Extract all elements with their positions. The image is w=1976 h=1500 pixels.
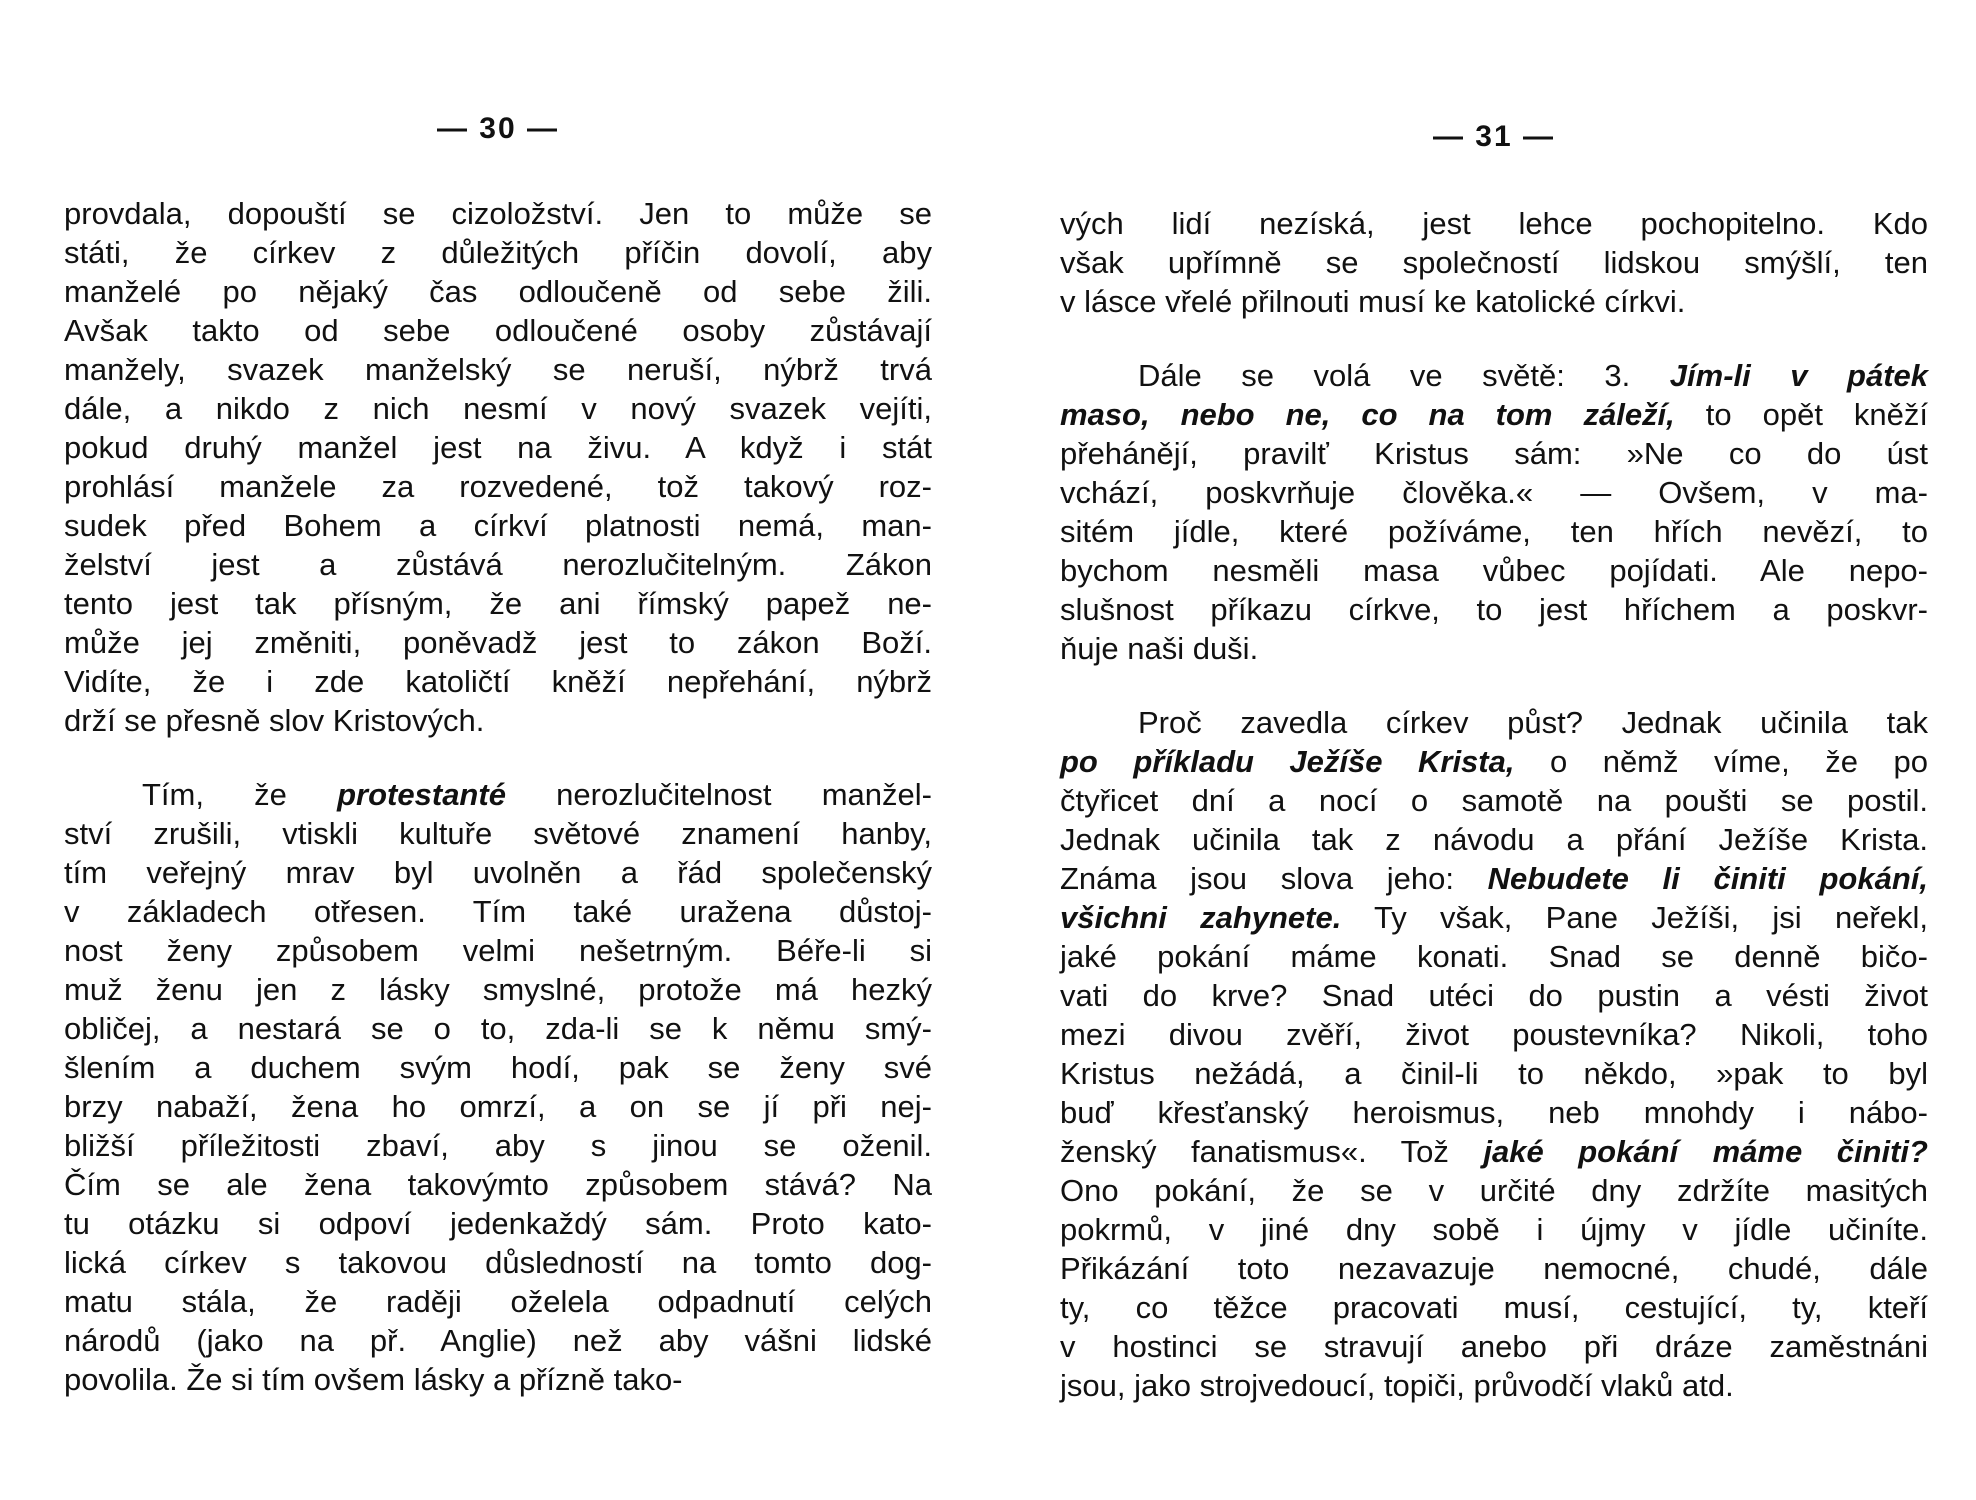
text-segment: želství jest a zůstává nerozlučitelným. Zákon — [64, 547, 932, 582]
text-line — [64, 233, 932, 272]
text-segment: v hostinci se stravují anebo při dráze zaměstnáni — [1060, 1329, 1928, 1364]
text-line — [64, 931, 932, 970]
text-line — [1060, 243, 1928, 282]
text-line — [1060, 859, 1928, 898]
text-segment: slušnost příkazu církve, to jest hříchem a poskvr- — [1060, 592, 1928, 627]
text-line — [64, 1321, 932, 1360]
text-line — [64, 1282, 932, 1321]
text-line — [1060, 434, 1928, 473]
text-segment: ství zrušili, vtiskli kultuře světové znamení hanby, — [64, 816, 932, 851]
text-line — [64, 350, 932, 389]
text-line — [64, 623, 932, 662]
text-segment: vých lidí nezíská, jest lehce pochopitelno. Kdo — [1060, 206, 1928, 241]
text-segment: může jej změniti, poněvadž jest to zákon Boží. — [64, 625, 932, 660]
emphasized-text: Jím-li v pátek — [1669, 358, 1929, 393]
text-line — [1060, 629, 1928, 668]
text-segment: ňuje naši duši. — [1060, 631, 1259, 666]
text-line — [1060, 1210, 1928, 1249]
text-segment: jsou, jako strojvedoucí, topiči, průvodčí vlaků atd. — [1060, 1368, 1734, 1403]
text-segment: manželé po nějaký čas odloučeně od sebe žili. — [64, 274, 932, 309]
text-segment: tím veřejný mrav byl uvolněn a řád společenský — [64, 855, 932, 890]
text-line — [64, 1165, 932, 1204]
text-line — [1060, 1288, 1928, 1327]
emphasized-text: jaké pokání máme činiti? — [1483, 1134, 1928, 1169]
text-segment: Vidíte, že i zde katoličtí kněží nepřehání, nýbrž — [64, 664, 932, 699]
text-line — [1060, 551, 1928, 590]
text-line — [1060, 512, 1928, 551]
emphasized-text: Nebudete li činiti pokání, — [1487, 861, 1928, 896]
text-segment: mezi divou zvěří, život poustevníka? Nikoli, toho — [1060, 1017, 1928, 1052]
text-segment: manžely, svazek manželský se neruší, nýbrž trvá — [64, 352, 932, 387]
text-line — [64, 970, 932, 1009]
text-segment: vati do krve? Snad utéci do pustin a vésti život — [1060, 978, 1928, 1013]
text-segment: přehánějí, pravilť Kristus sám: »Ne co do úst — [1060, 436, 1928, 471]
text-segment: národů (jako na př. Anglie) než aby vášni lidské — [64, 1323, 932, 1358]
text-line — [64, 1204, 932, 1243]
text-segment: Čím se ale žena takovýmto způsobem stává? Na — [64, 1167, 932, 1202]
text-segment: brzy nabaží, žena ho omrzí, a on se jí při nej- — [64, 1089, 932, 1124]
text-segment: tento jest tak přísným, že ani římský papež ne- — [64, 586, 932, 621]
text-line — [64, 1126, 932, 1165]
text-line — [1060, 590, 1928, 629]
text-segment: to opět kněží — [1674, 397, 1929, 432]
text-line — [64, 467, 932, 506]
text-line — [64, 194, 932, 233]
text-line — [64, 584, 932, 623]
text-line — [1060, 976, 1928, 1015]
text-segment: v lásce vřelé přilnouti musí ke katolické církvi. — [1060, 284, 1686, 319]
page-text — [1060, 204, 1928, 1405]
text-line — [64, 1243, 932, 1282]
paragraph — [1060, 703, 1928, 1405]
text-segment: čtyřicet dní a nocí o samotě na poušti se postil. — [1060, 783, 1928, 818]
text-segment: šlením a duchem svým hodí, pak se ženy své — [64, 1050, 932, 1085]
text-line — [1060, 742, 1928, 781]
text-segment: jaké pokání máme konati. Snad se denně bičo- — [1060, 939, 1928, 974]
text-line — [1060, 1171, 1928, 1210]
text-segment: muž ženu jen z lásky smyslné, protože má hezký — [64, 972, 932, 1007]
text-segment: tu otázku si odpoví jedenkaždý sám. Proto kato- — [64, 1206, 932, 1241]
text-segment: Přikázání toto nezavazuje nemocné, chudé, dále — [1060, 1251, 1928, 1286]
page-number: — 31 — — [1432, 120, 1556, 153]
text-segment: bližší příležitosti zbaví, aby s jinou se oženil. — [64, 1128, 932, 1163]
text-segment: sitém jídle, které požíváme, ten hřích nevězí, to — [1060, 514, 1928, 549]
text-segment: v základech otřesen. Tím také uražena důstoj- — [64, 894, 932, 929]
text-segment: o němž víme, že po — [1514, 744, 1928, 779]
text-segment: Ono pokání, že se v určité dny zdržíte masitých — [1060, 1173, 1928, 1208]
text-line — [64, 814, 932, 853]
text-segment: ženský fanatismus«. Tož — [1060, 1134, 1484, 1169]
text-segment: Proč zavedla církev půst? Jednak učinila tak — [1138, 705, 1928, 740]
text-segment: Ty však, Pane Ježíši, jsi neřekl, — [1341, 900, 1928, 935]
text-segment: státi, že církev z důležitých příčin dovolí, aby — [64, 235, 932, 270]
text-segment: sudek před Bohem a církví platnosti nemá, man- — [64, 508, 932, 543]
text-segment: drží se přesně slov Kristových. — [64, 703, 485, 738]
text-segment: Známa jsou slova jeho: — [1060, 861, 1488, 896]
text-segment: nost ženy způsobem velmi nešetrným. Béře-li si — [64, 933, 932, 968]
text-line — [64, 1009, 932, 1048]
text-segment: lická církev s takovou důsledností na tomto dog- — [64, 1245, 932, 1280]
text-line — [1060, 473, 1928, 512]
text-line — [64, 1048, 932, 1087]
page-number: — 30 — — [436, 112, 560, 145]
emphasized-text: protestanté — [337, 777, 506, 812]
text-line — [64, 892, 932, 931]
text-segment: pokrmů, v jiné dny sobě i újmy v jídle učiníte. — [1060, 1212, 1928, 1247]
text-segment: matu stála, že raději oželela odpadnutí celých — [64, 1284, 932, 1319]
paragraph — [64, 775, 932, 1399]
text-line — [1060, 781, 1928, 820]
text-segment: Tím, že — [142, 777, 338, 812]
text-line — [64, 1087, 932, 1126]
text-line — [1060, 282, 1928, 321]
text-line — [1060, 1015, 1928, 1054]
paragraph-gap — [64, 740, 932, 775]
text-segment: nerozlučitelnost manžel- — [505, 777, 932, 812]
text-line — [1060, 820, 1928, 859]
text-line — [1060, 1327, 1928, 1366]
text-line — [64, 775, 932, 814]
text-segment: ty, co těžce pracovati musí, cestující, ty, kteří — [1060, 1290, 1928, 1325]
text-line — [1060, 1132, 1928, 1171]
text-line — [64, 853, 932, 892]
text-segment: Kristus nežádá, a činil-li to někdo, »pak to byl — [1060, 1056, 1928, 1091]
text-line — [1060, 1093, 1928, 1132]
page-text — [64, 194, 932, 1399]
text-line — [64, 311, 932, 350]
text-line — [64, 545, 932, 584]
text-line — [64, 701, 932, 740]
text-line — [1060, 937, 1928, 976]
text-segment: Jednak učinila tak z návodu a přání Ježíše Krista. — [1060, 822, 1928, 857]
text-segment: obličej, a nestará se o to, zda-li se k němu smý- — [64, 1011, 932, 1046]
text-segment: však upřímně se společností lidskou smýšlí, ten — [1060, 245, 1928, 280]
text-segment: dále, a nikdo z nich nesmí v nový svazek vejíti, — [64, 391, 932, 426]
paragraph — [1060, 204, 1928, 321]
text-line — [1060, 356, 1928, 395]
text-line — [1060, 204, 1928, 243]
paragraph — [64, 194, 932, 740]
text-segment: pokud druhý manžel jest na živu. A když i stát — [64, 430, 932, 465]
text-line — [1060, 1366, 1928, 1405]
text-line — [64, 428, 932, 467]
text-line — [64, 389, 932, 428]
emphasized-text: po příkladu Ježíše Krista, — [1060, 744, 1515, 779]
text-segment: bychom nesměli masa vůbec pojídati. Ale nepo- — [1060, 553, 1928, 588]
paragraph-gap — [1060, 668, 1928, 703]
text-line — [1060, 1054, 1928, 1093]
text-segment: buď křesťanský heroismus, neb mnohdy i nábo- — [1060, 1095, 1928, 1130]
text-line — [1060, 703, 1928, 742]
text-line — [1060, 898, 1928, 937]
text-segment: Avšak takto od sebe odloučené osoby zůstávají — [64, 313, 932, 348]
text-segment: vchází, poskvrňuje člověka.« — Ovšem, v ma- — [1060, 475, 1928, 510]
emphasized-text: maso, nebo ne, co na tom záleží, — [1060, 397, 1675, 432]
text-segment: povolila. Že si tím ovšem lásky a přízně tako- — [64, 1362, 683, 1397]
emphasized-text: všichni zahynete. — [1060, 900, 1342, 935]
text-segment: Dále se volá ve světě: 3. — [1138, 358, 1670, 393]
text-line — [64, 506, 932, 545]
paragraph — [1060, 356, 1928, 668]
text-line — [64, 272, 932, 311]
paragraph-gap — [1060, 321, 1928, 356]
text-segment: provdala, dopouští se cizoložství. Jen to může se — [64, 196, 932, 231]
text-segment: prohlásí manžele za rozvedené, tož takový roz- — [64, 469, 932, 504]
text-line — [64, 1360, 932, 1399]
text-line — [1060, 395, 1928, 434]
text-line — [1060, 1249, 1928, 1288]
text-line — [64, 662, 932, 701]
